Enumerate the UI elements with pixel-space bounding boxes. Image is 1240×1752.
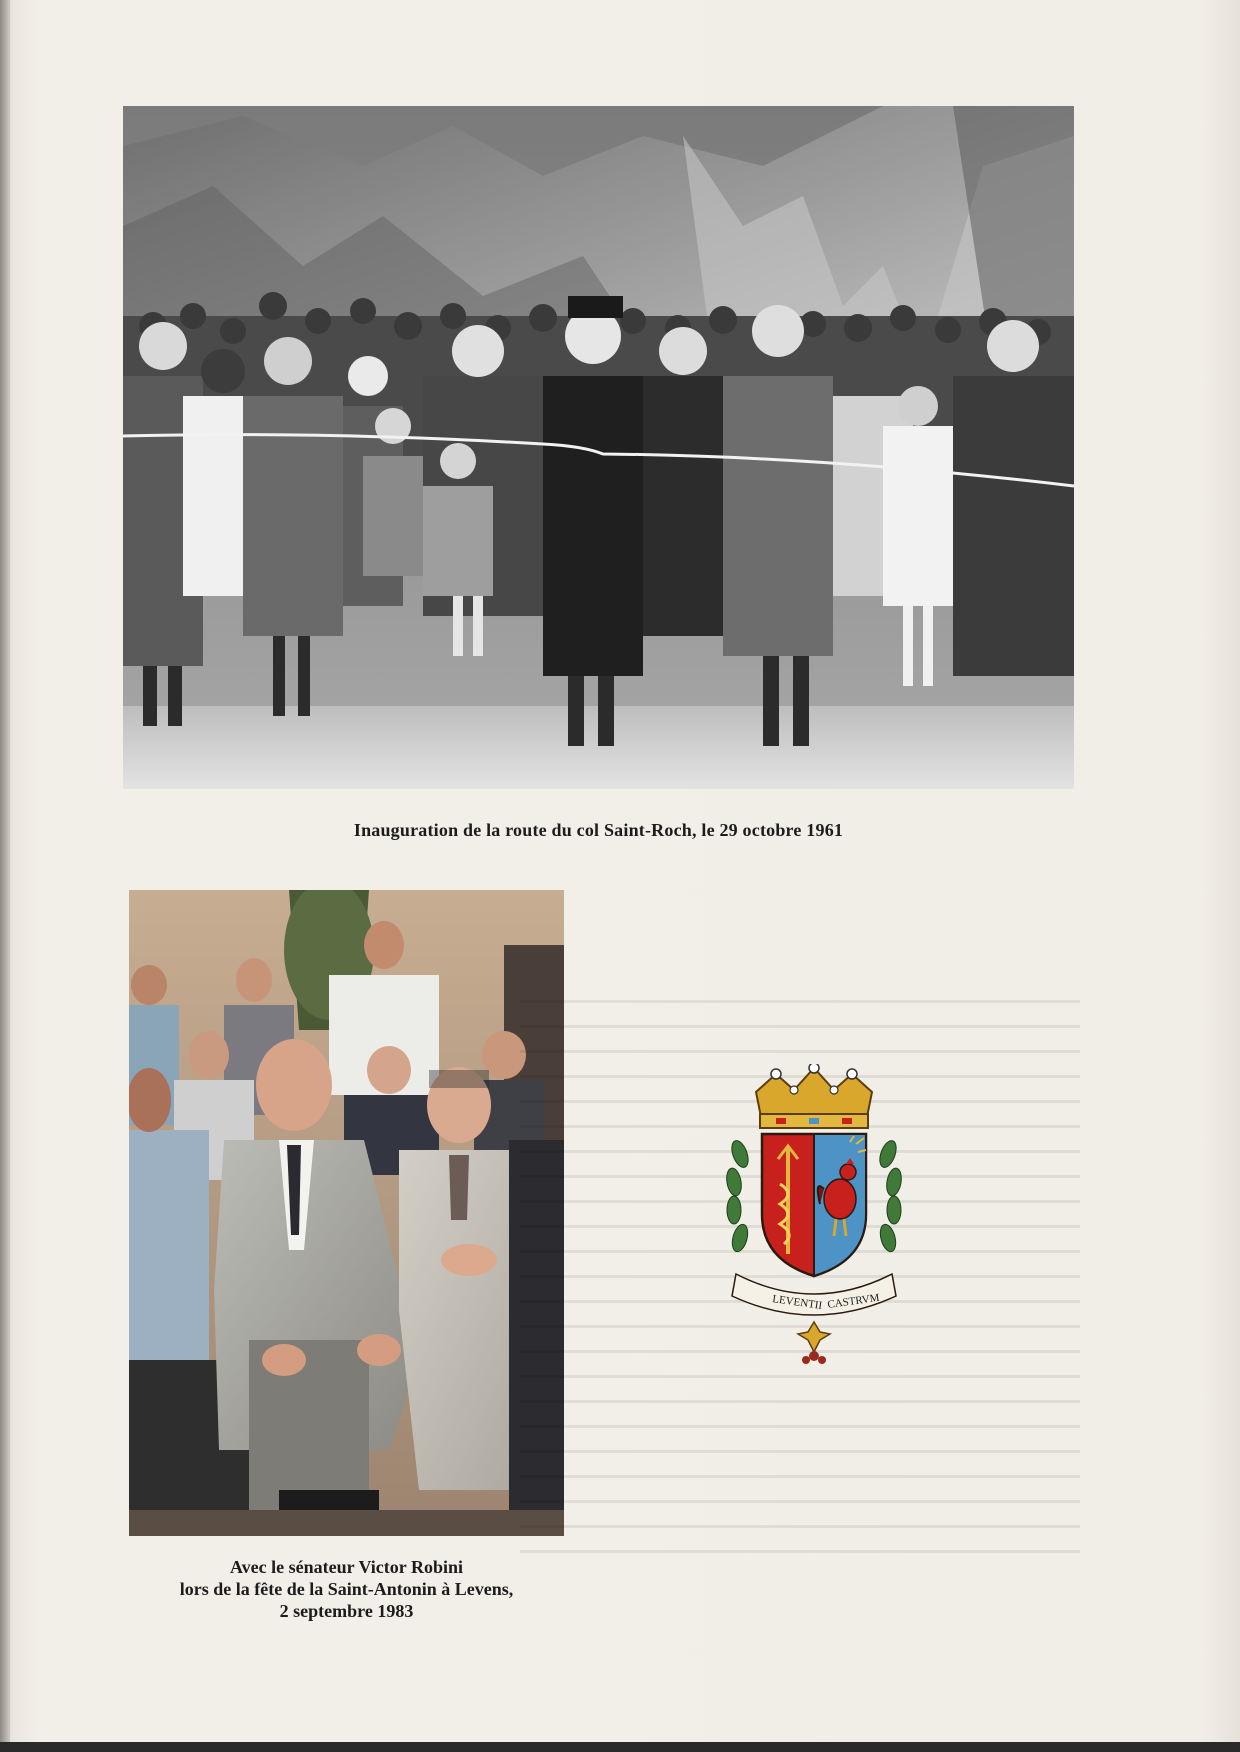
motto-left: LEVENTII xyxy=(771,1293,823,1312)
caption-line-1: Avec le sénateur Victor Robini xyxy=(230,1557,463,1577)
scan-bottom-edge xyxy=(0,1742,1240,1752)
caption-line-3: 2 septembre 1983 xyxy=(279,1601,414,1621)
cross-icon xyxy=(798,1322,830,1364)
crown-icon xyxy=(756,1064,872,1128)
coat-of-arms-levens xyxy=(716,1064,912,1364)
book-spine-edge xyxy=(0,0,10,1752)
photo-senator-robini xyxy=(129,890,564,1536)
photo-ribbon-cutting xyxy=(123,106,1074,789)
photo-caption-top: Inauguration de la route du col Saint-Roch, le 29 octobre 1961 xyxy=(353,820,844,840)
motto-right: CASTRVM xyxy=(826,1291,881,1311)
caption-line-2: lors de la fête de la Saint-Antonin à Levens, xyxy=(179,1579,514,1599)
photo-caption-bottom xyxy=(129,1556,564,1622)
